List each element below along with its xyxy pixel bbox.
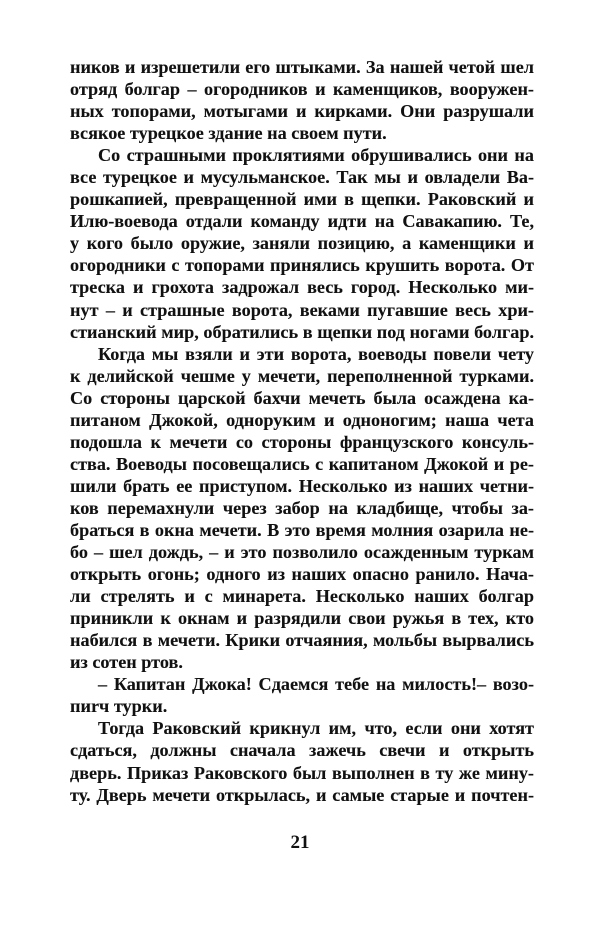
- text-line: у кого было оружие, заняли позицию, а каменщики и: [70, 233, 534, 254]
- text-line: набился в мечети. Крики отчаяния, мольбы вырвались: [70, 630, 534, 651]
- text-line: ков перемахнули через забор на кладбище, чтобы за-: [70, 497, 534, 518]
- text-line: ли стрелять и с минарета. Несколько наших болгар: [70, 586, 534, 607]
- text-line: треска и грохота задрожал весь город. Несколько ми-: [70, 277, 534, 298]
- text-line: дверь. Приказ Раковского был выполнен в ту же мину-: [70, 762, 534, 783]
- text-line: браться в окна мечети. В это время молния озарила не-: [70, 519, 534, 540]
- text-line: питаном Джокой, одноруким и одноногим; наша чета: [70, 409, 534, 430]
- text-line: Тогда Раковский крикнул им, что, если они хотят: [98, 718, 534, 739]
- text-line: ников и изрешетили его штыками. За нашей четой шел: [70, 57, 534, 77]
- text-line: шили брать ее приступом. Несколько из наших четни-: [70, 475, 534, 496]
- text-line: из сотен ртов.: [70, 652, 183, 673]
- text-line: рошкапией, превращенной ими в щепки. Раковский и: [70, 189, 534, 210]
- text-line: отряд болгар – огородников и каменщиков, вооружен-: [70, 79, 534, 100]
- text-line: все турецкое и мусульманское. Так мы и овладели Ва-: [70, 167, 534, 188]
- text-line: огородники с топорами принялись крушить ворота. От: [70, 255, 534, 276]
- text-line: ту. Дверь мечети открылась, и самые старые и почтен-: [70, 784, 534, 805]
- text-line: Когда мы взяли и эти ворота, воеводы повели чету: [98, 343, 534, 364]
- text-line: ства. Воеводы посовещались с капитаном Джокой и ре-: [70, 453, 534, 474]
- page-number: 21: [290, 832, 310, 853]
- text-line: пиrч турки.: [70, 696, 168, 717]
- text-line: всякое турецкое здание на своем пути.: [70, 123, 387, 144]
- text-line: к делийской чешме у мечети, переполненной турками.: [70, 365, 534, 386]
- text-line: подошла к мечети со стороны французского консуль-: [70, 431, 534, 452]
- text-line: сдаться, должны сначала зажечь свечи и открыть: [70, 740, 534, 761]
- text-line: Со страшными проклятиями обрушивались они на: [98, 145, 534, 166]
- page-body-text: [70, 56, 534, 806]
- text-line: приникли к окнам и разрядили свои ружья в тех, кто: [70, 608, 534, 629]
- text-line: – Капитан Джока! Сдаемся тебе на милость!– возо-: [98, 674, 534, 695]
- text-line: бо – шел дождь, – и это позволило осажденным туркам: [70, 542, 534, 563]
- text-line: Илю-воевода отдали команду идти на Савакапию. Те,: [70, 211, 534, 232]
- text-line: стианский мир, обратились в щепки под ногами болгар.: [70, 321, 534, 342]
- text-line: нут – и страшные ворота, веками пугавшие весь хри-: [70, 299, 534, 320]
- text-line: открыть огонь; одного из наших опасно ранило. Нача-: [70, 564, 534, 585]
- text-line: ных топорами, мотыгами и кирками. Они разрушали: [70, 101, 534, 122]
- text-line: Со стороны царской бахчи мечеть была осаждена ка-: [70, 387, 534, 408]
